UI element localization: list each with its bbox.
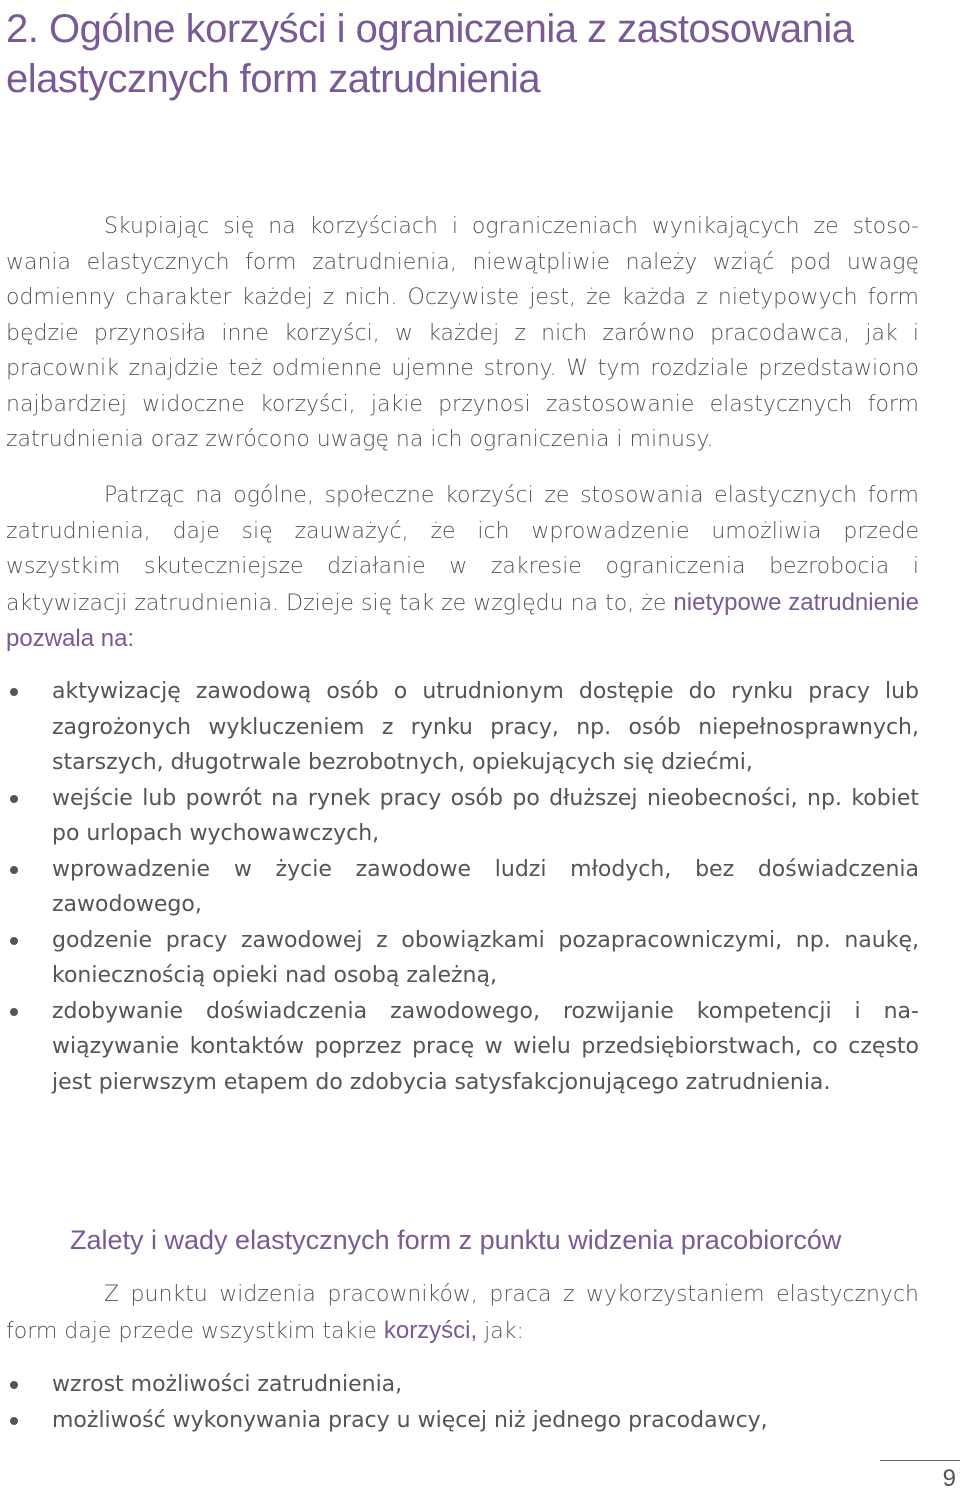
list-item-text: wejście lub powrót na rynek pracy osób po dłuższej nieobecności, np. kobiet po urlopach wychowawczych, [52,785,919,846]
chapter-title: 2. Ogólne korzyści i ograniczenia z zastosowania elastycznych form zatrudnienia [6,7,854,101]
list-item-text: aktywizację zawodową osób o utrudnionym dostępie do rynku pracy lub zagrożonych wykluczeniem z rynku pracy, np. osób niepełnosprawnych, starszych, długotrwale bezrobotnych, opiekujących się dziećmi, [52,679,919,775]
benefits-list [6,674,919,1100]
list-item [6,674,919,781]
benefits-accent-text: nietypowe zatrudnienie pozwala na: [6,588,919,652]
bullet-icon [10,866,18,874]
bullet-icon [10,795,18,803]
section-subheading: Zalety i wady elastycznych form z punktu widzenia pracobiorców [70,1225,842,1255]
intro-paragraph: Skupiając się na korzyściach i ograniczeniach wynikających ze stosowania elastycznych form zatrudnienia, niewątpliwie należy wziąć pod uwagę odmienny charakter każdej z nich. Oczywiste jest, że każda z nietypowych form będzie przynosiła inne korzyści, w każdej z nich zarówno pracodawca, jak i pracownik znajdzie też odmienne ujemne strony. W tym rozdziale przedstawiono najbardziej widoczne korzyści, jakie przynosi zastosowanie elastycznych form zatrudnienia oraz zwrócono uwagę na ich ograniczenia i minusy. [6,214,919,452]
list-item-text: wzrost możliwości zatrudnienia, [52,1372,403,1397]
list-item [6,781,919,852]
list-item [6,923,919,994]
benefits-paragraph [6,478,919,658]
list-item [6,1403,919,1439]
list-item-text: możliwość wykonywania pracy u więcej niż jednego pracodawcy, [52,1407,768,1433]
page-number: 9 [942,1465,956,1492]
list-item-text: wprowadzenie w życie zawodowe ludzi młodych, bez doświadczenia zawodowego, [52,856,919,917]
workers-paragraph [6,1277,919,1349]
workers-paragraph-text: Z punktu widzenia pracowników, praca z wykorzystaniem elastycznych form daje przede wszystkim takie [6,1282,919,1344]
bullet-icon [10,688,18,696]
list-item-text: godzenie pracy zawodowej z obowiązkami pozapracowniczymi, np. naukę, koniecznością opieki nad osobą zależną, [52,927,919,988]
list-item [6,852,919,923]
bullet-icon [10,1008,18,1016]
list-item [6,994,919,1101]
list-item [6,1367,919,1403]
workers-paragraph-tail: jak: [477,1318,524,1344]
workers-benefits-list [6,1367,919,1438]
workers-accent-text: korzyści, [383,1316,478,1344]
list-item-text: zdobywanie doświadczenia zawodowego, rozwijanie kompetencji i nawiązywanie kontaktów poprzez pracę w wielu przedsiębiorstwach, co często jest pierwszym etapem do zdobycia satysfakcjonującego zatrudnienia. [52,998,919,1095]
benefits-paragraph-text: Patrząc na ogólne, społeczne korzyści ze stosowania elastycznych form zatrudnienia, daje się zauważyć, że ich wprowadzenie umożliwia przede wszystkim skuteczniejsze działanie w zakresie ograniczenia bezrobocia i aktywizacji zatrudnienia. Dzieje się tak ze względu na to, że [6,483,919,616]
bullet-icon [10,1417,18,1425]
page-number-rule [880,1460,960,1461]
bullet-icon [10,1381,18,1389]
bullet-icon [10,937,18,945]
